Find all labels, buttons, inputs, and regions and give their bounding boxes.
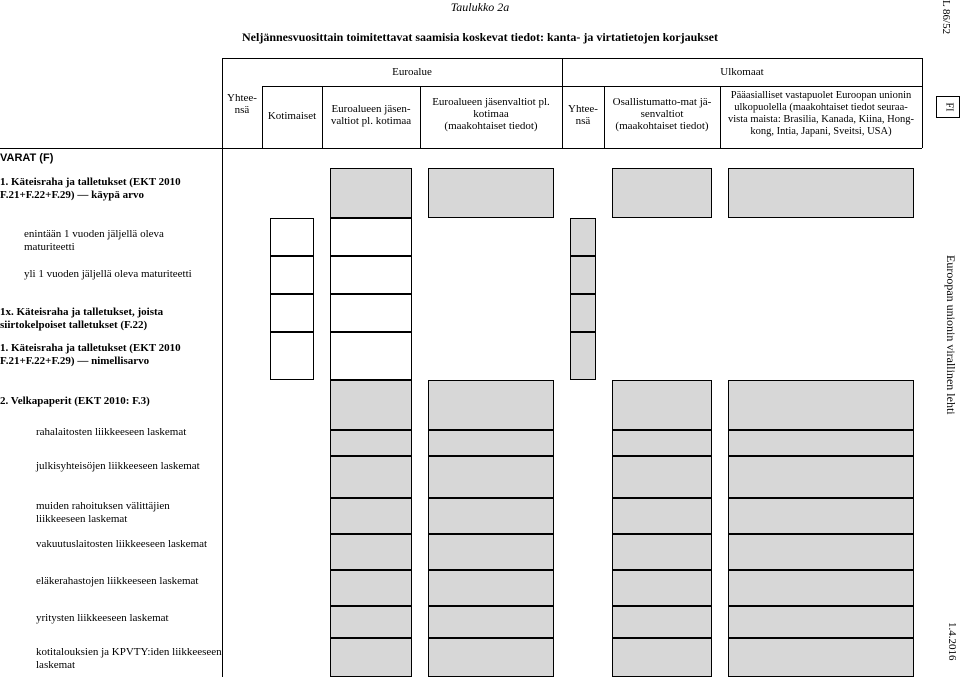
table-cell	[428, 534, 554, 570]
col-header-total: Yhtee- nsä	[227, 92, 257, 116]
table-cell	[330, 256, 412, 294]
table-cell	[612, 498, 712, 534]
table-cell	[330, 606, 412, 638]
table-cell	[270, 218, 314, 256]
page-ref: L 86/52	[940, 0, 952, 35]
col-header-main-counterparts: Pääasialliset vastapuolet Euroopan unionin ulkopuolella (maakohtaiset tiedot seuraa- vista maista: Brasilia, Kanada, Kiina, Hong- kong, Intia, Japani, Sveitsi, USA)	[727, 90, 915, 137]
table-cell	[330, 638, 412, 677]
row-label: 1x. Käteisraha ja talletukset, joista siirtokelpoiset talletukset (F.22)	[0, 306, 164, 331]
col-header-non-participating: Osallistumatto-mat jä- senvaltiot (maakohtaiset tiedot)	[612, 96, 712, 132]
col-divider	[222, 58, 223, 677]
header-top-rule	[222, 58, 922, 59]
publication-date: 1.4.2016	[946, 622, 958, 661]
table-cell	[570, 256, 596, 294]
table-cell	[570, 294, 596, 332]
table-cell	[728, 380, 914, 430]
table-cell	[330, 498, 412, 534]
language-label: FI	[943, 102, 954, 112]
table-cell	[612, 606, 712, 638]
table-cell	[428, 430, 554, 456]
row-label: muiden rahoituksen välittäjien liikkeeseen laskemat	[36, 500, 170, 525]
section-label: VARAT (F)	[0, 152, 54, 164]
row-label: kotitalouksien ja KPVTY:iden liikkeeseen laskemat	[36, 646, 222, 671]
table-cell	[330, 218, 412, 256]
col-header-domestic: Kotimaiset	[267, 110, 317, 122]
table-cell	[428, 498, 554, 534]
table-cell	[330, 294, 412, 332]
table-cell	[728, 570, 914, 606]
row-label: julkisyhteisöjen liikkeeseen laskemat	[36, 460, 200, 472]
row-label: eläkerahastojen liikkeeseen laskemat	[36, 575, 199, 587]
col-header-total-foreign: Yhtee- nsä	[568, 103, 598, 127]
table-cell	[428, 570, 554, 606]
row-label: enintään 1 vuoden jäljellä oleva maturiteetti	[24, 228, 164, 253]
table-cell	[612, 456, 712, 498]
table-cell	[728, 430, 914, 456]
table-cell	[270, 332, 314, 380]
euroalue-rule	[262, 86, 562, 87]
table-cell	[330, 570, 412, 606]
row-label: yli 1 vuoden jäljellä oleva maturiteetti	[24, 268, 192, 280]
table-cell	[612, 638, 712, 677]
table-cell	[428, 456, 554, 498]
table-cell	[570, 218, 596, 256]
table-cell	[428, 380, 554, 430]
col-divider	[922, 58, 923, 148]
table-cell	[612, 570, 712, 606]
table-cell	[330, 332, 412, 380]
table-cell	[270, 256, 314, 294]
table-cell	[330, 380, 412, 430]
row-label: vakuutuslaitosten liikkeeseen laskemat	[36, 538, 208, 550]
language-badge	[936, 96, 960, 118]
col-header-euro-country: Euroalueen jäsenvaltiot pl. kotimaa (maakohtaiset tiedot)	[432, 96, 550, 132]
table-cell	[612, 534, 712, 570]
table-cell	[330, 534, 412, 570]
group-euroalue: Euroalue	[392, 66, 432, 78]
table-cell	[330, 456, 412, 498]
col-header-euro-members: Euroalueen jäsen- valtiot pl. kotimaa	[330, 103, 412, 127]
table-cell	[330, 168, 412, 218]
table-cell	[728, 168, 914, 218]
row-label: 1. Käteisraha ja talletukset (EKT 2010 F.21+F.22+F.29) — käypä arvo	[0, 176, 181, 201]
row-label: 2. Velkapaperit (EKT 2010: F.3)	[0, 395, 150, 407]
table-cell	[728, 638, 914, 677]
table-cell	[428, 606, 554, 638]
table-cell	[728, 456, 914, 498]
table-cell	[330, 430, 412, 456]
table-cell	[612, 430, 712, 456]
table-cell	[612, 168, 712, 218]
journal-name: Euroopan unionin virallinen lehti	[944, 255, 958, 415]
table-cell	[612, 380, 712, 430]
page-title: Neljännesvuosittain toimitettavat saamisia koskevat tiedot: kanta- ja virtatietojen korjaukset	[242, 30, 718, 44]
row-label: 1. Käteisraha ja talletukset (EKT 2010 F.21+F.22+F.29) — nimellisarvo	[0, 342, 181, 367]
table-cell	[270, 294, 314, 332]
ulkomaat-rule	[562, 86, 922, 87]
table-cell	[728, 606, 914, 638]
table-cell	[728, 534, 914, 570]
table-cell	[428, 168, 554, 218]
table-cell	[570, 332, 596, 380]
table-cell	[428, 638, 554, 677]
table-caption: Taulukko 2a	[450, 0, 510, 14]
row-label: rahalaitosten liikkeeseen laskemat	[36, 426, 187, 438]
table-cell	[728, 498, 914, 534]
header-bottom-rule	[0, 148, 922, 149]
row-label: yritysten liikkeeseen laskemat	[36, 612, 169, 624]
group-ulkomaat: Ulkomaat	[720, 66, 764, 78]
